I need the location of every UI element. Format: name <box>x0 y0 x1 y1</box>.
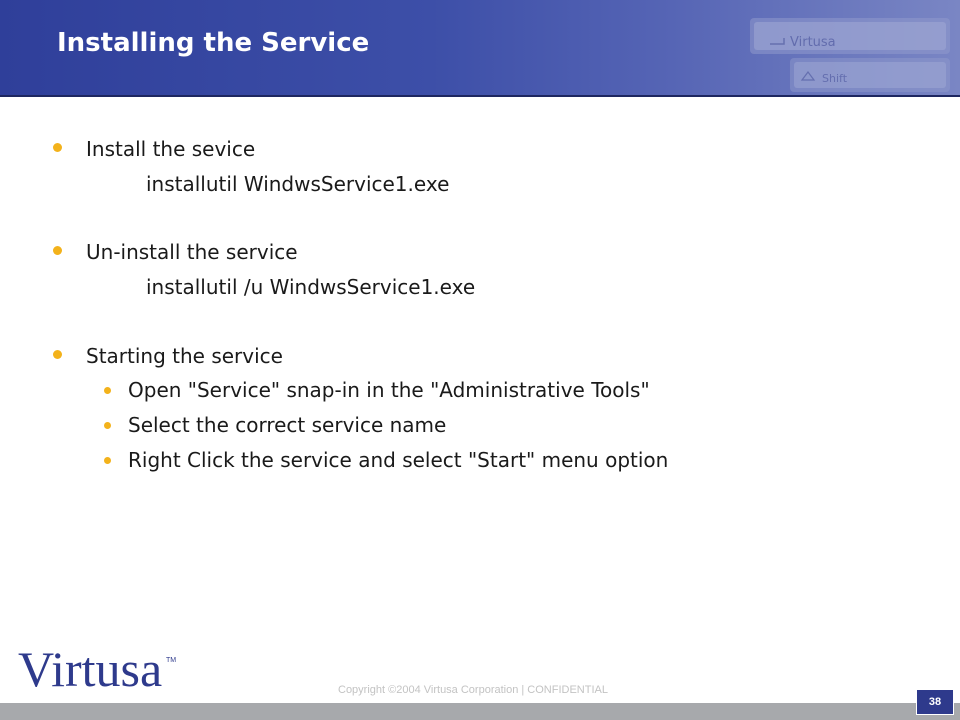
slide-header <box>0 0 960 95</box>
bullet-icon <box>53 143 62 152</box>
sub-bullet-right-click <box>128 448 668 472</box>
bullet-text: Un-install the service <box>86 240 298 264</box>
sub-bullet-select-service <box>128 413 446 437</box>
sub-bullet-text: Open "Service" snap-in in the "Administrative Tools" <box>128 378 650 402</box>
logo-trademark: TM <box>166 657 177 664</box>
sub-bullet-text: Select the correct service name <box>128 413 447 437</box>
virtusa-logo <box>18 640 178 694</box>
sub-bullet-icon <box>104 387 111 394</box>
bullet-item-starting <box>86 344 283 368</box>
bullet-item-uninstall <box>86 240 298 264</box>
page-number: 38 <box>916 689 954 715</box>
bullet-item-install <box>86 137 255 161</box>
bullet-icon <box>53 246 62 255</box>
command-uninstall: installutil /u WindwsService1.exe <box>146 275 476 299</box>
slide-title: Installing the Service <box>57 28 370 58</box>
keyboard-keys-graphic <box>730 0 960 95</box>
sub-bullet-icon <box>104 422 111 429</box>
bullet-text: Starting the service <box>86 344 283 368</box>
bullet-icon <box>53 350 62 359</box>
key-label-shift: Shift <box>822 72 848 85</box>
footer-bar <box>0 703 960 720</box>
copyright-text: Copyright ©2004 Virtusa Corporation | CONFIDENTIAL <box>338 684 608 696</box>
key-label-virtusa: Virtusa <box>790 35 836 50</box>
command-install: installutil WindwsService1.exe <box>146 172 450 196</box>
logo-text: Virtusa <box>18 641 163 694</box>
header-divider <box>0 95 960 97</box>
sub-bullet-text: Right Click the service and select "Start" menu option <box>128 448 669 472</box>
sub-bullet-open-snapin <box>128 378 650 402</box>
bullet-text: Install the sevice <box>86 137 256 161</box>
sub-bullet-icon <box>104 457 111 464</box>
